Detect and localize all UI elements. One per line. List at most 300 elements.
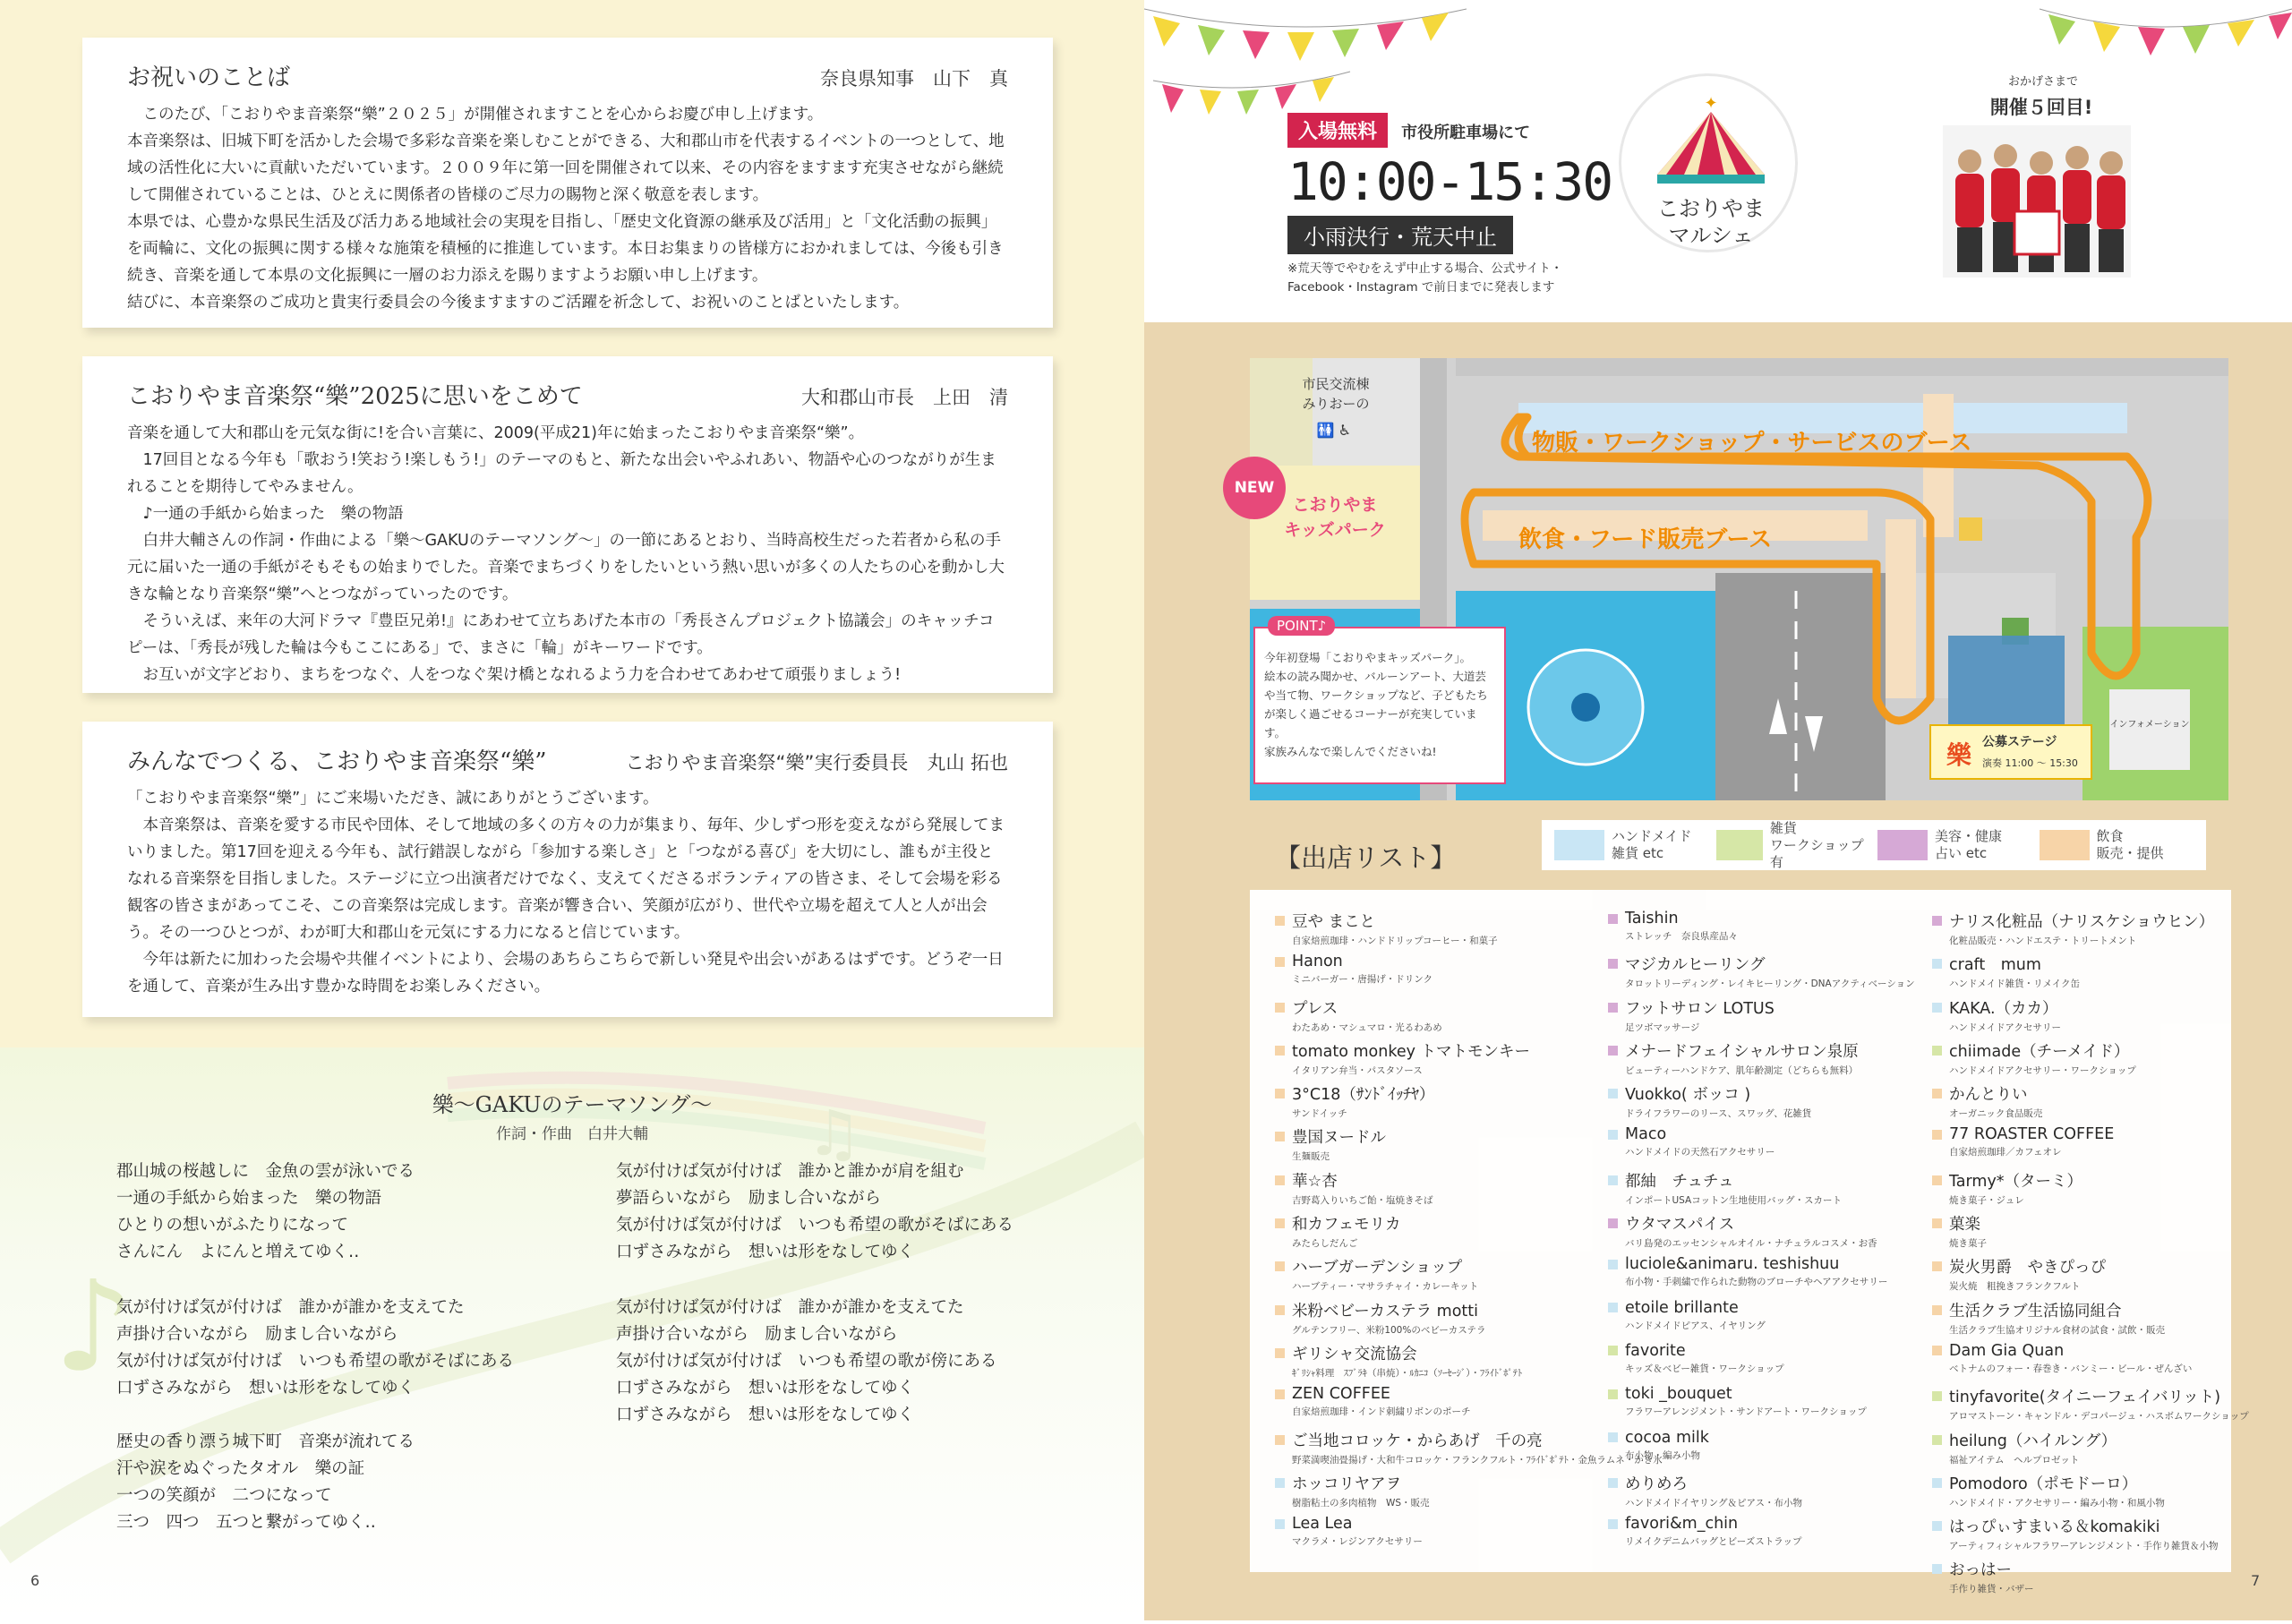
shop-description: ハーブティー・マサラチャイ・カレーキット bbox=[1292, 1281, 1479, 1293]
shop-entry bbox=[1608, 953, 1930, 996]
shop-entry bbox=[1608, 1299, 1930, 1342]
shop-name-row bbox=[1608, 996, 1930, 1019]
shop-description: 生麺販売 bbox=[1292, 1151, 1330, 1163]
shop-entry bbox=[1275, 996, 1597, 1039]
greeting-heading bbox=[127, 378, 1008, 411]
shop-entry bbox=[1932, 1255, 2254, 1298]
shop-entry bbox=[1608, 1255, 1930, 1298]
shop-name-row bbox=[1275, 1255, 1597, 1278]
shop-name: めりめろ bbox=[1625, 1474, 1688, 1493]
shop-entry bbox=[1932, 1299, 2254, 1342]
shop-description: わたあめ・マシュマロ・光るわあめ bbox=[1292, 1021, 1442, 1033]
shop-name: favori&m_chin bbox=[1625, 1515, 1739, 1534]
shop-name: 生活クラブ生活協同組合 bbox=[1949, 1302, 2122, 1321]
shop-entry bbox=[1932, 953, 2254, 996]
shop-description: 樹脂粘土の多肉植物 WS・販売 bbox=[1292, 1497, 1430, 1509]
shop-name: Hanon bbox=[1292, 953, 1343, 971]
page-number: 7 bbox=[2251, 1572, 2261, 1589]
shop-name: プレス bbox=[1292, 999, 1338, 1018]
shop-description: グルテンフリー、米粉100%のベビーカステラ bbox=[1292, 1324, 1486, 1336]
category-square-icon bbox=[1932, 1003, 1942, 1013]
category-square-icon bbox=[1932, 1046, 1942, 1056]
staff-group-photo bbox=[1943, 125, 2131, 278]
shop-name-row bbox=[1275, 1125, 1597, 1148]
shop-description: 化粧品販売・ハンドエステ・トリートメント bbox=[1949, 936, 2137, 946]
shop-name-row bbox=[1932, 1169, 2254, 1192]
category-square-icon bbox=[1608, 1130, 1618, 1140]
category-square-icon bbox=[1932, 1175, 1942, 1185]
shop-entry bbox=[1932, 1169, 2254, 1212]
point-badge: POINT♪ bbox=[1268, 616, 1335, 636]
shop-name-row bbox=[1275, 1299, 1597, 1321]
shop-name-row bbox=[1608, 1429, 1930, 1447]
shop-name: Pomodoro（ポモドーロ） bbox=[1949, 1474, 2138, 1493]
shop-entry bbox=[1608, 910, 1930, 953]
shop-entry bbox=[1275, 1472, 1597, 1515]
shop-name-row bbox=[1932, 996, 2254, 1019]
shop-name-row bbox=[1932, 1429, 2254, 1451]
shop-description: アーティフィシャルフラワーアレンジメント・手作り雑貨＆小物 bbox=[1949, 1541, 2219, 1552]
stage-icon: 樂 bbox=[1946, 740, 1972, 770]
shop-name: favorite bbox=[1625, 1341, 1686, 1360]
shop-description: リメイクデニムバッグとビーズストラップ bbox=[1625, 1536, 1802, 1548]
logo-text: マルシェ bbox=[1668, 223, 1754, 248]
legend-label: 雑貨 ワークショップ有 bbox=[1769, 819, 1864, 870]
category-square-icon bbox=[1932, 1521, 1942, 1531]
greeting-body: 音楽を通して大和郡山を元気な街に!を合い言葉に、2009(平成21)年に始まったこおりやま音楽祭“樂”。 17回目となる今年も「歌おう!笑おう!楽しもう!」のテーマのもと、新たな出会いやふれあい、物語や心のつながりが生まれることを期待してやみません。 ♪一通の手紙から始まった 樂の物語 白井大輔さんの作詞・作曲による「樂〜GAKUのテーマソング〜」の一節にあるとおり、当時高校生だった若者から私の手元に届いた一通の手紙がそもそもの始まりでした。音楽でまちづくりをしたいという熱い思いが多くの人たちの心を動かし大きな輪となり音楽祭“樂”へとつながっていったのです。 そういえば、来年の大河ドラマ『豊臣兄弟!』にあわせて立ちあげた本市の「秀長さんプロジェクト協議会」のキャッチコピーは、「秀長が残した輪は今もここにある」で、まさに「輪」がキーワードです。 お互いが文字どおり、まちをつなぐ、人をつなぐ架け橋となれるよう力を合わせてあわせて頑張りましょう! bbox=[127, 424, 1005, 684]
shop-name: craft mum bbox=[1949, 956, 2041, 975]
shop-name: 都紬 チュチュ bbox=[1625, 1172, 1734, 1191]
category-square-icon bbox=[1275, 1261, 1285, 1271]
shop-description: イタリアン弁当・パスタソース bbox=[1292, 1064, 1423, 1076]
facility-icons: 🚻♿ bbox=[1316, 422, 1356, 439]
category-square-icon bbox=[1932, 1089, 1942, 1098]
stage-time: 演奏 11:00 〜 15:30 bbox=[1982, 757, 2078, 769]
shop-entry bbox=[1275, 1125, 1597, 1168]
shop-name-row bbox=[1932, 953, 2254, 975]
greeting-card-mayor bbox=[82, 356, 1053, 693]
shop-name-row bbox=[1275, 1515, 1597, 1533]
legend-swatch bbox=[1554, 830, 1604, 860]
shop-description: みたらしだんご bbox=[1292, 1238, 1358, 1250]
shop-description: インポートUSAコットン生地使用バッグ・スカート bbox=[1625, 1194, 1843, 1206]
shop-list-column bbox=[1608, 910, 1930, 1558]
shop-name-row bbox=[1275, 1039, 1597, 1062]
category-square-icon bbox=[1932, 1346, 1942, 1355]
cancellation-note: ※荒天等でやむをえず中止する場合、公式サイト・ Facebook・Instagram で前日までに発表します bbox=[1287, 261, 1563, 295]
zone-label-goods: 物販・ワークショップ・サービスのブース bbox=[1532, 430, 1972, 457]
shop-entry bbox=[1608, 1039, 1930, 1082]
shop-entry bbox=[1932, 1212, 2254, 1255]
shop-name-row bbox=[1932, 1212, 2254, 1235]
shop-description: ハンドメイドピアス、イヤリング bbox=[1625, 1320, 1766, 1331]
shop-name: ギリシャ交流協会 bbox=[1292, 1345, 1417, 1363]
shop-entry bbox=[1608, 1472, 1930, 1515]
venue-map bbox=[1234, 358, 2228, 800]
svg-text:♫: ♫ bbox=[806, 1097, 862, 1170]
right-page bbox=[1144, 0, 2292, 1620]
lyrics-verse: 歴史の香り漂う城下町 音楽が流れてる 汗や涙をぬぐったタオル 樂の証 一つの笑顔が 二つになって 三つ 四つ 五つと繋がってゆく‥ bbox=[116, 1432, 415, 1532]
kids-park-label bbox=[1259, 492, 1411, 543]
shop-description: バリ島発のエッセンシャルオイル・ナチュラルコスメ・お香 bbox=[1625, 1238, 1877, 1250]
shop-entry bbox=[1275, 1342, 1597, 1385]
shop-name: フットサロン LOTUS bbox=[1625, 999, 1775, 1018]
event-hours: 10:00-15:30 bbox=[1287, 151, 1612, 212]
svg-text:♪: ♪ bbox=[54, 1254, 134, 1400]
category-square-icon bbox=[1932, 1130, 1942, 1140]
shop-name-row bbox=[1608, 1472, 1930, 1494]
category-square-icon bbox=[1932, 1305, 1942, 1315]
shop-name: 豆や まこと bbox=[1292, 913, 1376, 931]
shop-entry bbox=[1608, 1385, 1930, 1428]
shop-name-row bbox=[1608, 1125, 1930, 1143]
shop-description: ストレッチ 奈良県産品々 bbox=[1625, 931, 1738, 942]
category-square-icon bbox=[1608, 1389, 1618, 1399]
shop-name-row bbox=[1932, 1125, 2254, 1143]
building-label bbox=[1264, 374, 1407, 440]
shop-name-row bbox=[1608, 1212, 1930, 1235]
shop-name: Maco bbox=[1625, 1125, 1667, 1144]
shop-name: マジカルヒーリング bbox=[1625, 956, 1766, 975]
building-label-line: 市民交流棟 bbox=[1302, 376, 1370, 392]
category-square-icon bbox=[1608, 1346, 1618, 1355]
shop-name: Tarmy*（ターミ） bbox=[1949, 1172, 2083, 1191]
shop-name: ご当地コロッケ・からあげ 千の亮 bbox=[1292, 1432, 1543, 1450]
shop-name: はっぴぃすまいる＆komakiki bbox=[1949, 1518, 2160, 1537]
shop-list-column bbox=[1932, 910, 2254, 1602]
shop-name: etoile brillante bbox=[1625, 1298, 1739, 1317]
legend-item bbox=[1716, 820, 1871, 871]
lyrics-verse: 郡山城の桜越しに 金魚の雲が泳いでる 一通の手紙から始まった 樂の物語 ひとりの想いがふたりになって さんにん よにんと増えてゆく‥ bbox=[116, 1162, 415, 1261]
photo-caption: おかげさまで bbox=[2007, 75, 2078, 89]
shop-name-row bbox=[1608, 1039, 1930, 1062]
shop-description: 炭火焼 粗挽きフランクフルト bbox=[1949, 1281, 2081, 1293]
lyrics-verse: 気が付けば気が付けば 誰かと誰かが肩を組む 夢語らいながら 励まし合いながら 気が付けば気が付けば いつも希望の歌がそばにある 口ずさみながら 想いは形をなしてゆく bbox=[616, 1162, 1014, 1261]
shop-entry bbox=[1608, 1429, 1930, 1472]
shop-name: おっはー bbox=[1949, 1561, 2012, 1580]
category-square-icon bbox=[1608, 1260, 1618, 1269]
shop-description: 布小物・編み小物 bbox=[1625, 1449, 1700, 1461]
category-square-icon bbox=[1275, 916, 1285, 926]
shop-entry bbox=[1932, 1472, 2254, 1515]
shop-entry bbox=[1275, 1299, 1597, 1342]
category-square-icon bbox=[1932, 1391, 1942, 1401]
shop-name-row bbox=[1608, 1299, 1930, 1317]
shop-entry bbox=[1608, 1169, 1930, 1212]
shop-name-row bbox=[1275, 1342, 1597, 1364]
category-square-icon bbox=[1608, 1175, 1618, 1185]
shop-name: ホッコリヤアヲ bbox=[1292, 1474, 1402, 1493]
category-square-icon bbox=[1275, 1348, 1285, 1358]
legend-label: 美容・健康 占い etc bbox=[1935, 828, 2003, 861]
shop-entry bbox=[1275, 953, 1597, 996]
shop-name-row bbox=[1275, 1472, 1597, 1494]
shop-name: Vuokko( ボッコ ) bbox=[1625, 1086, 1751, 1105]
category-square-icon bbox=[1932, 916, 1942, 926]
lyrics-verse: 気が付けば気が付けば 誰かが誰かを支えてた 声掛け合いながら 励まし合いながら 気が付けば気が付けば いつも希望の歌がそばにある 口ずさみながら 想いは形をなしてゆく bbox=[116, 1298, 515, 1397]
stage-label: 公募ステージ bbox=[1982, 735, 2057, 749]
new-badge: NEW bbox=[1223, 457, 1286, 519]
greeting-body: このたび、「こおりやま音楽祭“樂”２０２５」が開催されますことを心からお慶び申し上げます。 本音楽祭は、旧城下町を活かした会場で多彩な音楽を楽しむことができる、大和郡山市を代表するイベントの一つとして、地域の活性化に大いに貢献いただいています。２００９年に第一回を開催されて以来、その内容をますます充実させながら継続して開催されていることは、ひとえに関係者の皆様のご尽力の賜物と深く敬意を表します。 本県では、心豊かな県民生活及び活力ある地域社会の実現を目指し、「歴史文化資源の継承及び活用」と「文化活動の振興」を両輪に、文化の振興に関する様々な施策を積極的に推進しています。本日お集まりの皆様方におかれましては、今後も引き続き、音楽を通して本県の文化振興に一層のお力添えを賜りますようお願い申し上げます。 結びに、本音楽祭のご成功と貴実行委員会の今後ますますのご活躍を祈念して、お祝いのことばといたします。 bbox=[127, 106, 1005, 312]
shop-name-row bbox=[1932, 1385, 2254, 1407]
category-square-icon bbox=[1932, 1564, 1942, 1574]
greeting-author: こおりやま音楽祭“樂”実行委員長 丸山 拓也 bbox=[625, 752, 1008, 774]
category-square-icon bbox=[1608, 914, 1618, 924]
shop-entry bbox=[1608, 996, 1930, 1039]
shop-entry bbox=[1932, 1082, 2254, 1125]
category-square-icon bbox=[1275, 1305, 1285, 1315]
shop-description: 布小物・手刺繍で作られた動物のブローチやヘアアクセサリー bbox=[1625, 1277, 1888, 1288]
legend-label: 飲食 販売・提供 bbox=[2096, 828, 2164, 861]
legend-swatch bbox=[1716, 830, 1763, 860]
shop-entry bbox=[1275, 1039, 1597, 1082]
shop-name: ハーブガーデンショップ bbox=[1292, 1259, 1463, 1278]
shop-name-row bbox=[1932, 1082, 2254, 1105]
shop-name-row bbox=[1932, 1255, 2254, 1278]
marche-logo bbox=[1619, 73, 1798, 252]
category-square-icon bbox=[1932, 1261, 1942, 1271]
shop-description: ミニバーガー・唐揚げ・ドリンク bbox=[1292, 974, 1433, 986]
shop-description: 吉野葛入りいちご飴・塩焼きそば bbox=[1292, 1194, 1433, 1206]
legend-item bbox=[1554, 828, 1709, 862]
shop-name: cocoa milk bbox=[1625, 1428, 1709, 1447]
page-number: 6 bbox=[30, 1572, 40, 1589]
shop-name: toki _bouquet bbox=[1625, 1385, 1732, 1404]
shop-description: サンドイッチ bbox=[1292, 1108, 1347, 1120]
category-square-icon bbox=[1275, 1389, 1285, 1399]
shop-name-row bbox=[1275, 910, 1597, 932]
shop-entry bbox=[1932, 1429, 2254, 1472]
shop-name: chiimade（チーメイド） bbox=[1949, 1042, 2130, 1061]
shop-name-row bbox=[1608, 1385, 1930, 1403]
shop-name-row bbox=[1608, 1342, 1930, 1360]
shop-entry bbox=[1608, 1125, 1930, 1168]
shop-name-row bbox=[1275, 1429, 1597, 1451]
shop-entry bbox=[1932, 910, 2254, 953]
category-square-icon bbox=[1275, 1003, 1285, 1013]
shop-entry bbox=[1275, 1169, 1597, 1212]
category-square-icon bbox=[1932, 1478, 1942, 1488]
shop-name-row bbox=[1932, 1299, 2254, 1321]
shop-name-row bbox=[1932, 1342, 2254, 1360]
shop-entry bbox=[1932, 1125, 2254, 1168]
shop-name: 3°C18（ｻﾝﾄﾞｲｯﾁﾔ） bbox=[1292, 1086, 1435, 1105]
shop-entry bbox=[1608, 1212, 1930, 1255]
song-credit: 作詞・作曲 白井大輔 bbox=[496, 1125, 648, 1143]
legend-swatch bbox=[2040, 830, 2090, 860]
category-square-icon bbox=[1275, 1132, 1285, 1141]
shop-name-row bbox=[1932, 1039, 2254, 1062]
category-square-icon bbox=[1608, 959, 1618, 969]
shop-entry bbox=[1275, 1212, 1597, 1255]
free-admission-badge: 入場無料 bbox=[1287, 113, 1388, 148]
info-booth-label: インフォメーション bbox=[2109, 720, 2190, 730]
shop-name: tinyfavorite(タイニーフェイバリット) bbox=[1949, 1389, 2221, 1407]
shop-name-row bbox=[1608, 953, 1930, 975]
logo-text: こおりやま bbox=[1657, 196, 1765, 221]
shop-name-row bbox=[1608, 1169, 1930, 1192]
greeting-title: こおりやま音楽祭“樂”2025に思いをこめて bbox=[127, 383, 583, 410]
legend-label: ハンドメイド 雑貨 etc bbox=[1612, 828, 1692, 861]
venue-location: 市役所駐車場にて bbox=[1401, 124, 1531, 142]
shop-entry bbox=[1275, 1082, 1597, 1125]
shop-description: 野菜満喫油畳揚げ・大和牛コロッケ・フランクフルト・ﾌﾗｲﾄﾞﾎﾟﾃﾄ・金魚ラムネ・かき氷 bbox=[1292, 1454, 1663, 1466]
category-square-icon bbox=[1932, 959, 1942, 969]
category-square-icon bbox=[1275, 1519, 1285, 1529]
shop-description: ベトナムのフォー・春巻き・バンミー・ビール・ぜんざい bbox=[1949, 1363, 2193, 1374]
shop-entry bbox=[1275, 1255, 1597, 1298]
shop-name: tomato monkey トマトモンキー bbox=[1292, 1042, 1531, 1061]
shop-description: ハンドメイドイヤリング＆ピアス・布小物 bbox=[1625, 1497, 1803, 1509]
shop-description: フラワーアレンジメント・サンドアート・ワークショップ bbox=[1625, 1406, 1867, 1418]
shop-name: かんとりい bbox=[1949, 1086, 2028, 1105]
shop-description: ハンドメイドアクセサリー bbox=[1949, 1021, 2062, 1033]
category-legend bbox=[1542, 820, 2206, 870]
shop-description: 自家焙煎珈琲・インド刺繍リボンのポーチ bbox=[1292, 1406, 1471, 1418]
shop-entry bbox=[1932, 996, 2254, 1039]
shop-name: 米粉ベビーカステラ motti bbox=[1292, 1302, 1479, 1321]
shop-name-row bbox=[1275, 996, 1597, 1019]
shop-description: オーガニック食品販売 bbox=[1949, 1108, 2043, 1120]
shop-name-row bbox=[1932, 1558, 2254, 1580]
category-square-icon bbox=[1275, 1046, 1285, 1056]
shop-description: 自家焙煎珈琲・ハンドドリップコーヒー・和菓子 bbox=[1292, 936, 1498, 946]
shop-name-row bbox=[1608, 1082, 1930, 1105]
shop-description: 福祉アイテム ヘルプロゼット bbox=[1949, 1454, 2080, 1466]
shop-name: ウタマスパイス bbox=[1625, 1216, 1735, 1235]
category-square-icon bbox=[1608, 1089, 1618, 1098]
greeting-card-committee bbox=[82, 722, 1053, 1017]
shop-name: Taishin bbox=[1625, 910, 1679, 927]
shop-entry bbox=[1608, 1342, 1930, 1385]
admission-info bbox=[1287, 113, 1612, 297]
svg-text:✦: ✦ bbox=[1704, 94, 1718, 113]
shop-name-row bbox=[1275, 1212, 1597, 1235]
shop-description: 手作り雑貨・バザー bbox=[1949, 1584, 2034, 1595]
shop-name: ZEN COFFEE bbox=[1292, 1385, 1390, 1404]
shop-entry bbox=[1932, 1558, 2254, 1601]
shop-description: ハンドメイド雑貨・リメイク缶 bbox=[1949, 979, 2081, 990]
kids-park-line: キッズパーク bbox=[1284, 520, 1386, 540]
shop-description: マクラメ・レジンアクセサリー bbox=[1292, 1536, 1423, 1548]
shop-name-row bbox=[1275, 1082, 1597, 1105]
shop-description: ドライフラワーのリース、スワッグ、花雑貨 bbox=[1625, 1108, 1812, 1120]
shop-name: 華☆杏 bbox=[1292, 1172, 1338, 1191]
category-square-icon bbox=[1608, 1432, 1618, 1442]
shop-entry bbox=[1932, 1515, 2254, 1558]
shop-name-row bbox=[1275, 1169, 1597, 1192]
greeting-title: みんなでつくる、こおりやま音楽祭“樂” bbox=[127, 748, 547, 775]
shop-name: ナリス化粧品（ナリスケショウヒン） bbox=[1949, 913, 2215, 931]
shop-entry bbox=[1275, 910, 1597, 953]
point-text: 今年初登場「こおりやまキッズパーク」。 絵本の読み聞かせ、バルーンアート、大道芸や当て物、ワークショップなど、子どもたちが楽しく過ごせるコーナーが充実しています。 家族みんなで楽しんでくださいね! bbox=[1264, 651, 1488, 758]
shop-description: 足ツボマッサージ bbox=[1625, 1021, 1700, 1033]
shop-list bbox=[1250, 890, 2249, 1595]
shop-name-row bbox=[1608, 910, 1930, 927]
shop-description: キッズ＆ベビー雑貨・ワークショップ bbox=[1625, 1363, 1784, 1374]
shop-name: 菓楽 bbox=[1949, 1216, 1980, 1235]
shop-description: タロットリーディング・レイキヒーリング・DNAアクティベーション bbox=[1625, 979, 1915, 990]
greeting-card-governor bbox=[82, 38, 1053, 328]
rain-policy: 小雨決行・荒天中止 bbox=[1287, 216, 1513, 254]
category-square-icon bbox=[1932, 1435, 1942, 1445]
category-square-icon bbox=[1608, 1519, 1618, 1529]
category-square-icon bbox=[1275, 1435, 1285, 1445]
shop-name-row bbox=[1932, 910, 2254, 932]
photo-caption-highlight: 開催５回目! bbox=[1989, 97, 2093, 118]
shop-description: 焼き菓子・ジュレ bbox=[1949, 1194, 2024, 1206]
shop-name-row bbox=[1608, 1515, 1930, 1533]
category-square-icon bbox=[1275, 957, 1285, 967]
shop-description: アロマストーン・キャンドル・デコパージュ・ハスボムワークショップ bbox=[1949, 1411, 2249, 1423]
shop-name-row bbox=[1275, 953, 1597, 970]
shop-name-row bbox=[1932, 1515, 2254, 1537]
shop-name: 炭火男爵 やきぴっぴ bbox=[1949, 1259, 2106, 1278]
shop-entry bbox=[1932, 1385, 2254, 1428]
category-square-icon bbox=[1932, 1218, 1942, 1228]
greeting-body: 「こおりやま音楽祭“樂”」にご来場いただき、誠にありがとうございます。 本音楽祭は、音楽を愛する市民や団体、そして地域の多くの方々の力が集まり、毎年、少しずつ形を変えながら発展してまいりました。第17回を迎える今年も、試行錯誤しながら「参加する楽しさ」と「つながる喜び」を大切にし、誰もが主役となれる音楽祭を目指しました。ステージに立つ出演者だけでなく、支えてくださるボランティアの皆さま、そして会場を彩る観客の皆さまがあってこそ、この音楽祭は完成します。音楽が響き合い、笑顔が広がり、世代や立場を超えて人と人が出会う。その一つひとつが、わが町大和郡山を元気にする力になると信じています。 今年は新たに加わった会場や共催イベントにより、会場のあちらこちらで新しい発見や出会いがあるはずです。どうぞ一日を通して、音楽が生み出す豊かな時間をお楽しみください。 bbox=[127, 790, 1005, 996]
category-square-icon bbox=[1275, 1478, 1285, 1488]
category-square-icon bbox=[1608, 1218, 1618, 1228]
category-square-icon bbox=[1608, 1046, 1618, 1056]
shop-entry bbox=[1932, 1342, 2254, 1385]
greeting-author: 奈良県知事 山下 真 bbox=[820, 68, 1008, 90]
category-square-icon bbox=[1275, 1089, 1285, 1098]
shop-name: luciole&animaru. teshishuu bbox=[1625, 1255, 1840, 1274]
shop-name-row bbox=[1275, 1385, 1597, 1403]
shop-name: 和カフェモリカ bbox=[1292, 1216, 1401, 1235]
shop-entry bbox=[1275, 1385, 1597, 1428]
greeting-heading bbox=[127, 743, 1008, 776]
shop-name: KAKA.（カカ） bbox=[1949, 999, 2058, 1018]
greeting-title: お祝いのことば bbox=[127, 64, 291, 91]
song-title: 樂〜GAKUのテーマソング〜 bbox=[432, 1092, 713, 1117]
shop-name: Dam Gia Quan bbox=[1949, 1341, 2065, 1360]
shop-description: 生活クラブ生協オリジナル食材の試食・試飲・販売 bbox=[1949, 1324, 2165, 1336]
shop-name: メナードフェイシャルサロン泉原 bbox=[1625, 1042, 1859, 1061]
bunting-flags bbox=[1144, 0, 2292, 81]
greeting-heading bbox=[127, 59, 1008, 92]
category-square-icon bbox=[1608, 1303, 1618, 1312]
legend-item bbox=[2040, 828, 2194, 862]
shop-description: ハンドメイドアクセサリー・ワークショップ bbox=[1949, 1064, 2136, 1076]
legend-swatch bbox=[1877, 830, 1928, 860]
shop-list-title: 【出店リスト】 bbox=[1275, 842, 1457, 873]
shop-entry bbox=[1932, 1039, 2254, 1082]
shop-name-row bbox=[1932, 1472, 2254, 1494]
kids-park-line: こおりやま bbox=[1292, 495, 1378, 515]
legend-item bbox=[1877, 828, 2032, 862]
building-label-line: みりおーの bbox=[1302, 396, 1370, 412]
shop-name: Lea Lea bbox=[1292, 1515, 1353, 1534]
shop-description: 自家焙煎珈琲／カフェオレ bbox=[1949, 1147, 2062, 1158]
point-callout bbox=[1253, 618, 1506, 784]
shop-name: heilung（ハイルング） bbox=[1949, 1432, 2117, 1450]
shop-entry bbox=[1608, 1082, 1930, 1125]
shop-entry bbox=[1608, 1515, 1930, 1558]
shop-name-row bbox=[1608, 1255, 1930, 1273]
category-square-icon bbox=[1608, 1478, 1618, 1488]
shop-description: ハンドメイドの天然石アクセサリー bbox=[1625, 1147, 1775, 1158]
left-page bbox=[0, 0, 1144, 1620]
shop-description: ハンドメイド・アクセサリー・編み小物・和風小物 bbox=[1949, 1497, 2165, 1509]
shop-description: 焼き菓子 bbox=[1949, 1238, 1987, 1250]
shop-entry bbox=[1275, 1515, 1597, 1558]
zone-label-food: 飲食・フード販売ブース bbox=[1518, 526, 1773, 553]
lyrics-verse: 気が付けば気が付けば 誰かが誰かを支えてた 声掛け合いながら 励まし合いながら 気が付けば気が付けば いつも希望の歌が傍にある 口ずさみながら 想いは形をなしてゆく 口ずさみながら 想いは形をなしてゆく bbox=[616, 1298, 997, 1424]
category-square-icon bbox=[1608, 1003, 1618, 1013]
category-square-icon bbox=[1275, 1218, 1285, 1228]
